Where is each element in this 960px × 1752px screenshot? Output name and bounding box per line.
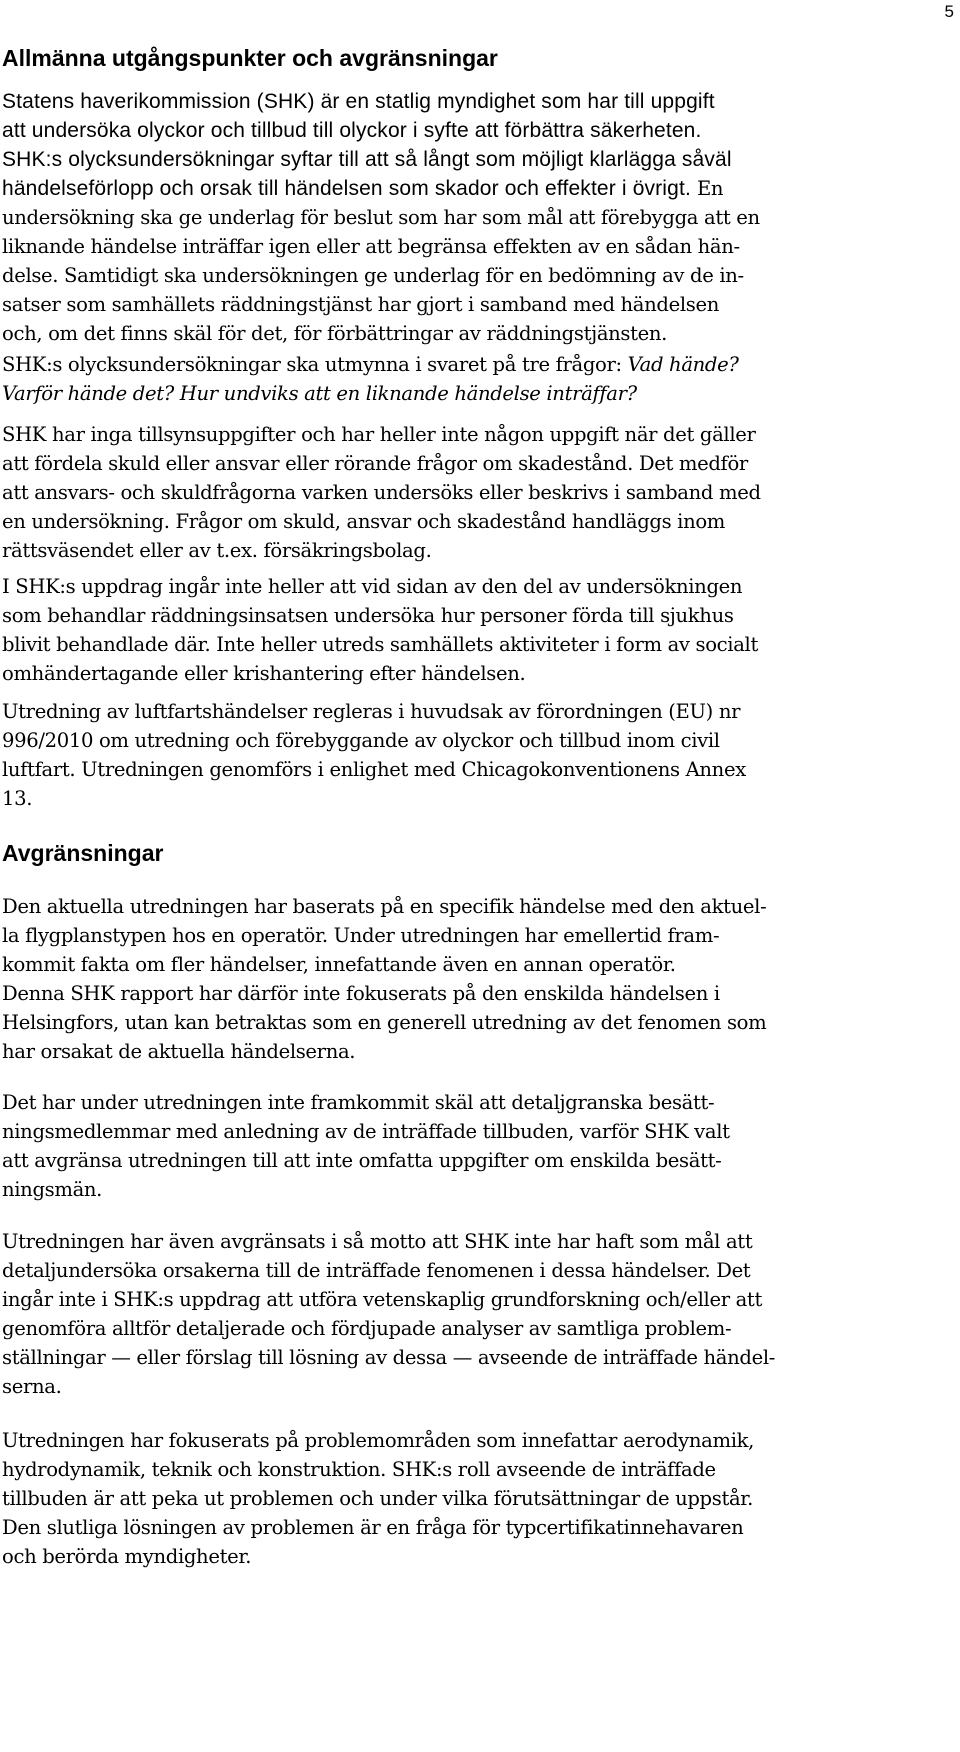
text-line: 13. [2, 787, 33, 810]
paragraph-no-supervision [2, 420, 761, 565]
text-line: serna. [2, 1375, 62, 1398]
text-line: Denna SHK rapport har därför inte fokuserats på den enskilda händelsen i [2, 982, 720, 1005]
text-line: Utredningen har även avgränsats i så motto att SHK inte har haft som mål att [2, 1230, 753, 1253]
text-line: Utredningen har fokuserats på problemområden som innefattar aerodynamik, [2, 1429, 755, 1452]
text-line: la flygplanstypen hos en operatör. Under utredningen har emellertid fram- [2, 924, 720, 947]
paragraph-three-questions [2, 350, 739, 408]
text-line: SHK:s olycksundersökningar syftar till att så långt som möjligt klarlägga såväl [2, 148, 732, 171]
text-line: Utredning av luftfartshändelser regleras i huvudsak av förordningen (EU) nr [2, 700, 741, 723]
text-line: omhändertagande eller krishantering efter händelsen. [2, 662, 526, 685]
paragraph-regulation [2, 697, 746, 813]
text-line: tillbuden är att peka ut problemen och under vilka förutsättningar de uppstår. [2, 1487, 754, 1510]
text-line: och berörda myndigheter. [2, 1545, 252, 1568]
text-line: och, om det finns skäl för det, för förbättringar av räddningstjänsten. [2, 322, 668, 345]
text-line: ingår inte i SHK:s uppdrag att utföra vetenskaplig grundforskning och/eller att [2, 1288, 762, 1311]
paragraph-intro-continued [2, 203, 760, 348]
text-line: Statens haverikommission (SHK) är en statlig myndighet som har till uppgift [2, 90, 715, 113]
text-line: ningsmedlemmar med anledning av de inträffade tillbuden, varför SHK valt [2, 1120, 730, 1143]
text-line: en undersökning. Frågor om skuld, ansvar och skadestånd handläggs inom [2, 510, 726, 533]
text-line: ningsmän. [2, 1178, 103, 1201]
text-line: detaljundersöka orsakerna till de inträffade fenomenen i dessa händelser. Det [2, 1259, 751, 1282]
text-line: I SHK:s uppdrag ingår inte heller att vid sidan av den del av undersökningen [2, 575, 743, 598]
text-line: ställningar — eller förslag till lösning av dessa — avseende de inträffade händel- [2, 1346, 776, 1369]
text-line: Varför hände det? Hur undviks att en liknande händelse inträffar? [2, 382, 637, 405]
section-heading-allmanna: Allmänna utgångspunkter och avgränsningar [2, 45, 498, 71]
page-number: 5 [944, 2, 954, 21]
text-line: hydrodynamik, teknik och konstruktion. SHK:s roll avseende de inträffade [2, 1458, 716, 1481]
text-line: att avgränsa utredningen till att inte omfatta uppgifter om enskilda besätt- [2, 1149, 722, 1172]
text-line: Den aktuella utredningen har baserats på en specifik händelse med den aktuel- [2, 895, 767, 918]
text-line: SHK:s olycksundersökningar ska utmynna i svaret på tre frågor: Vad hände? [2, 353, 739, 376]
paragraph-causes [2, 1227, 775, 1401]
text-line: har orsakat de aktuella händelserna. [2, 1040, 356, 1063]
paragraph-specific-event [2, 892, 766, 1066]
text-line: Det har under utredningen inte framkommit skäl att detaljgranska besätt- [2, 1091, 715, 1114]
text-line: blivit behandlade där. Inte heller utreds samhällets aktiviteter i form av socialt [2, 633, 758, 656]
text-line: att undersöka olyckor och tillbud till olyckor i syfte att förbättra säkerheten. [2, 119, 702, 142]
paragraph-crew [2, 1088, 730, 1204]
paragraph-focus-areas [2, 1426, 754, 1571]
paragraph-intro [2, 87, 732, 203]
text-line: Helsingfors, utan kan betraktas som en generell utredning av det fenomen som [2, 1011, 767, 1034]
text-line: att fördela skuld eller ansvar eller rörande frågor om skadestånd. Det medför [2, 452, 748, 475]
text-line: 996/2010 om utredning och förebyggande av olyckor och tillbud inom civil [2, 729, 720, 752]
text-line: luftfart. Utredningen genomförs i enlighet med Chicagokonventionens Annex [2, 758, 746, 781]
text-line: liknande händelse inträffar igen eller att begränsa effekten av en sådan hän- [2, 235, 740, 258]
text-line: SHK har inga tillsynsuppgifter och har heller inte någon uppgift när det gäller [2, 423, 756, 446]
text-line: kommit fakta om fler händelser, innefattande även en annan operatör. [2, 953, 676, 976]
text-line: satser som samhällets räddningstjänst har gjort i samband med händelsen [2, 293, 719, 316]
text-line: delse. Samtidigt ska undersökningen ge underlag för en bedömning av de in- [2, 264, 744, 287]
section-heading-avgransningar: Avgränsningar [2, 840, 164, 866]
text-line: genomföra alltför detaljerade och fördjupade analyser av samtliga problem- [2, 1317, 732, 1340]
text-line: som behandlar räddningsinsatsen undersöka hur personer förda till sjukhus [2, 604, 734, 627]
text-line: att ansvars- och skuldfrågorna varken undersöks eller beskrivs i samband med [2, 481, 761, 504]
text-line: Den slutliga lösningen av problemen är en fråga för typcertifikatinnehavaren [2, 1516, 744, 1539]
text-line: rättsväsendet eller av t.ex. försäkringsbolag. [2, 539, 432, 562]
text-line: undersökning ska ge underlag för beslut som har som mål att förebygga att en [2, 206, 760, 229]
paragraph-scope-rescue [2, 572, 758, 688]
text-line: händelseförlopp och orsak till händelsen som skador och effekter i övrigt. En [2, 177, 724, 200]
